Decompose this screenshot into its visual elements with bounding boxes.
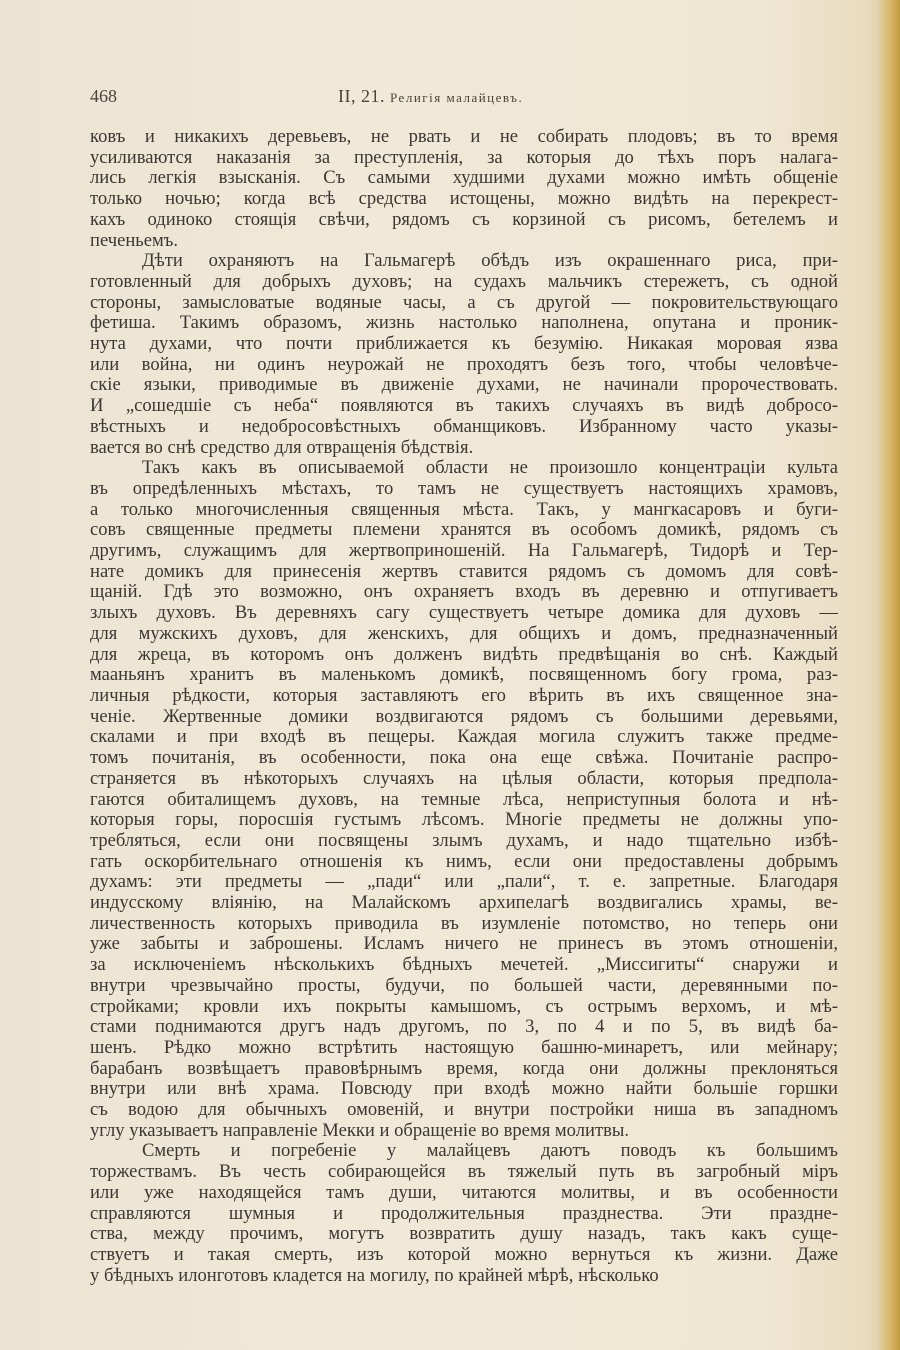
text-line: стройками; кровли ихъ покрыты камышомъ, съ острымъ верхомъ, и мѣ- [90, 995, 838, 1017]
text-line: личественность которыхъ приводила въ изумленіе потомство, но теперь они [90, 912, 838, 934]
text-line: скалами и при входѣ въ пещеры. Каждая могила служитъ также предме- [90, 726, 838, 748]
paragraph [90, 458, 838, 1141]
text-line: гаются обиталищемъ духовъ, на темные лѣса, неприступныя болота и нѣ- [90, 788, 838, 810]
text-line: съ водою для обычныхъ омовеній, и внутри постройки ниша въ западномъ [90, 1099, 838, 1121]
body-text [90, 127, 838, 1286]
running-head-section: II, 21. [338, 86, 385, 106]
text-line: духамъ: эти предметы — „пади“ или „пали“, т. е. запретные. Благодаря [90, 871, 838, 893]
text-line: нате домикъ для принесенія жертвъ ставится рядомъ съ домомъ для совѣ- [90, 560, 838, 582]
text-line: только ночью; когда всѣ средства истощены, можно видѣть на перекрест- [90, 188, 838, 210]
text-line: Смерть и погребеніе у малайцевъ даютъ поводъ къ большимъ [142, 1140, 838, 1162]
text-line: совъ священные предметы племени хранятся въ особомъ домикѣ, рядомъ съ [90, 519, 838, 541]
paragraph [90, 251, 838, 458]
text-line: вѣстныхъ и недобросовѣстныхъ обманщиковъ. Избранному часто указы- [90, 415, 838, 437]
text-line: или уже находящейся тамъ души, читаются молитвы, и въ особенности [90, 1181, 838, 1203]
text-line: ченіе. Жертвенные домики воздвигаются рядомъ съ большими деревьями, [90, 705, 838, 727]
page-number: 468 [90, 86, 117, 106]
text-line: за исключеніемъ нѣсколькихъ бѣдныхъ мечетей. „Миссигиты“ снаружи и [90, 954, 838, 976]
page-edge-shadow [878, 0, 900, 1350]
text-line: индусскому вліянію, на Малайскомъ архипелагѣ воздвигались храмы, ве- [90, 892, 838, 914]
text-line: внутри или внѣ храма. Повсюду при входѣ можно найти большіе горшки [90, 1078, 838, 1100]
text-line: И „сошедшіе съ неба“ появляются въ такихъ случаяхъ въ видѣ добросо- [90, 395, 838, 417]
text-line: Дѣти охраняютъ на Гальмагерѣ обѣдъ изъ окрашеннаго риса, при- [142, 250, 838, 272]
text-line: шенъ. Рѣдко можно встрѣтить настоящую башню-минаретъ, или мейнару; [90, 1036, 838, 1058]
text-line: Такъ какъ въ описываемой области не произошло концентраціи культа [142, 457, 838, 479]
running-head-title: Религія малайцевъ. [390, 90, 524, 105]
text-line: скіе языки, приводимые въ движеніе духами, не начинали пророчествовать. [90, 374, 838, 396]
text-line: для мужскихъ духовъ, для женскихъ, для общихъ и домъ, предназначенный [90, 622, 838, 644]
text-line: личныя рѣдкости, которыя заставляютъ его вѣрить въ ихъ священное зна- [90, 684, 838, 706]
text-line: ствуетъ и такая смерть, изъ которой можно вернуться къ жизни. Даже [90, 1243, 838, 1265]
text-line: которыя горы, поросшія густымъ лѣсомъ. Многіе предметы не должны упо- [90, 809, 838, 831]
text-line: томъ почитанія, въ особенности, пока она еще свѣжа. Почитаніе распро- [90, 747, 838, 769]
text-line: уже забыты и заброшены. Исламъ ничего не принесъ въ этомъ отношеніи, [90, 933, 838, 955]
text-line: стороны, замысловатые водяные часы, а съ другой — покровительствующаго [90, 291, 838, 313]
text-line: вается во снѣ средство для отвращенія бѣдствія. [90, 436, 474, 458]
text-line: лись легкія взысканія. Съ самыми худшими духами можно имѣть общеніе [90, 167, 838, 189]
text-line: гать оскорбительнаго отношенія къ нимъ, если они предоставлены добрымъ [90, 850, 838, 872]
paragraph [90, 1141, 838, 1286]
text-line: страняется въ нѣкоторыхъ случаяхъ на цѣлыя области, которыя предпола- [90, 767, 838, 789]
text-line: готовленный для добрыхъ духовъ; на судахъ мальчикъ стережетъ, съ одной [90, 270, 838, 292]
text-line: въ опредѣленныхъ мѣстахъ, то тамъ не существуетъ настоящихъ храмовъ, [90, 477, 838, 499]
text-line: усиливаются наказанія за преступленія, за которыя до тѣхъ поръ налага- [90, 146, 838, 168]
text-line: фетиша. Такимъ образомъ, жизнь настолько наполнена, опутана и проник- [90, 312, 838, 334]
text-line: торжествамъ. Въ честь собирающейся въ тяжелый путь въ загробный міръ [90, 1161, 838, 1183]
text-line: кахъ одиноко стоящія свѣчи, рядомъ съ корзиной съ рисомъ, бетелемъ и [90, 208, 838, 230]
text-line: а только многочисленныя священныя мѣста. Такъ, у мангкасаровъ и буги- [90, 498, 838, 520]
text-line: нута духами, что почти приближается къ безумію. Никакая моровая язва [90, 333, 838, 355]
text-line: справляются шумныя и продолжительныя празднества. Эти праздне- [90, 1202, 838, 1224]
text-line: барабанъ возвѣщаетъ правовѣрнымъ время, когда они должны преклоняться [90, 1057, 838, 1079]
text-line: мааньянъ хранитъ въ маленькомъ домикѣ, посвященномъ богу грома, раз- [90, 664, 838, 686]
text-line: злыхъ духовъ. Въ деревняхъ сагу существуетъ четыре домика для духовъ — [90, 602, 838, 624]
text-line: у бѣдныхъ илонготовъ кладется на могилу, по крайней мѣрѣ, нѣсколько [90, 1264, 659, 1286]
text-line: печеньемъ. [90, 229, 179, 251]
text-line: ства, между прочимъ, могутъ возвратить душу назадъ, такъ какъ суще- [90, 1223, 838, 1245]
text-line: щаній. Гдѣ это возможно, онъ охраняетъ входъ въ деревню и отпугиваетъ [90, 581, 838, 603]
running-head [338, 86, 523, 107]
text-line: другимъ, служащимъ для жертвоприношеній. На Гальмагерѣ, Тидорѣ и Тер- [90, 540, 838, 562]
text-line: стами поднимаются другъ надъ другомъ, по 3, по 4 и по 5, въ видѣ ба- [90, 1016, 838, 1038]
text-line: ковъ и никакихъ деревьевъ, не рвать и не собирать плодовъ; въ то время [90, 126, 838, 147]
text-line: для жреца, въ которомъ онъ долженъ видѣть предвѣщанія во снѣ. Каждый [90, 643, 838, 665]
page-header [90, 86, 842, 110]
text-line: углу указываетъ направленіе Мекки и обращеніе во время молитвы. [90, 1119, 629, 1141]
paragraph [90, 127, 838, 251]
text-line: или война, ни одинъ неурожай не проходятъ безъ того, чтобы человѣче- [90, 353, 838, 375]
text-line: внутри чрезвычайно просты, будучи, по большей части, деревянными по- [90, 974, 838, 996]
text-line: требляться, если они посвящены злымъ духамъ, и надо тщательно избѣ- [90, 829, 838, 851]
